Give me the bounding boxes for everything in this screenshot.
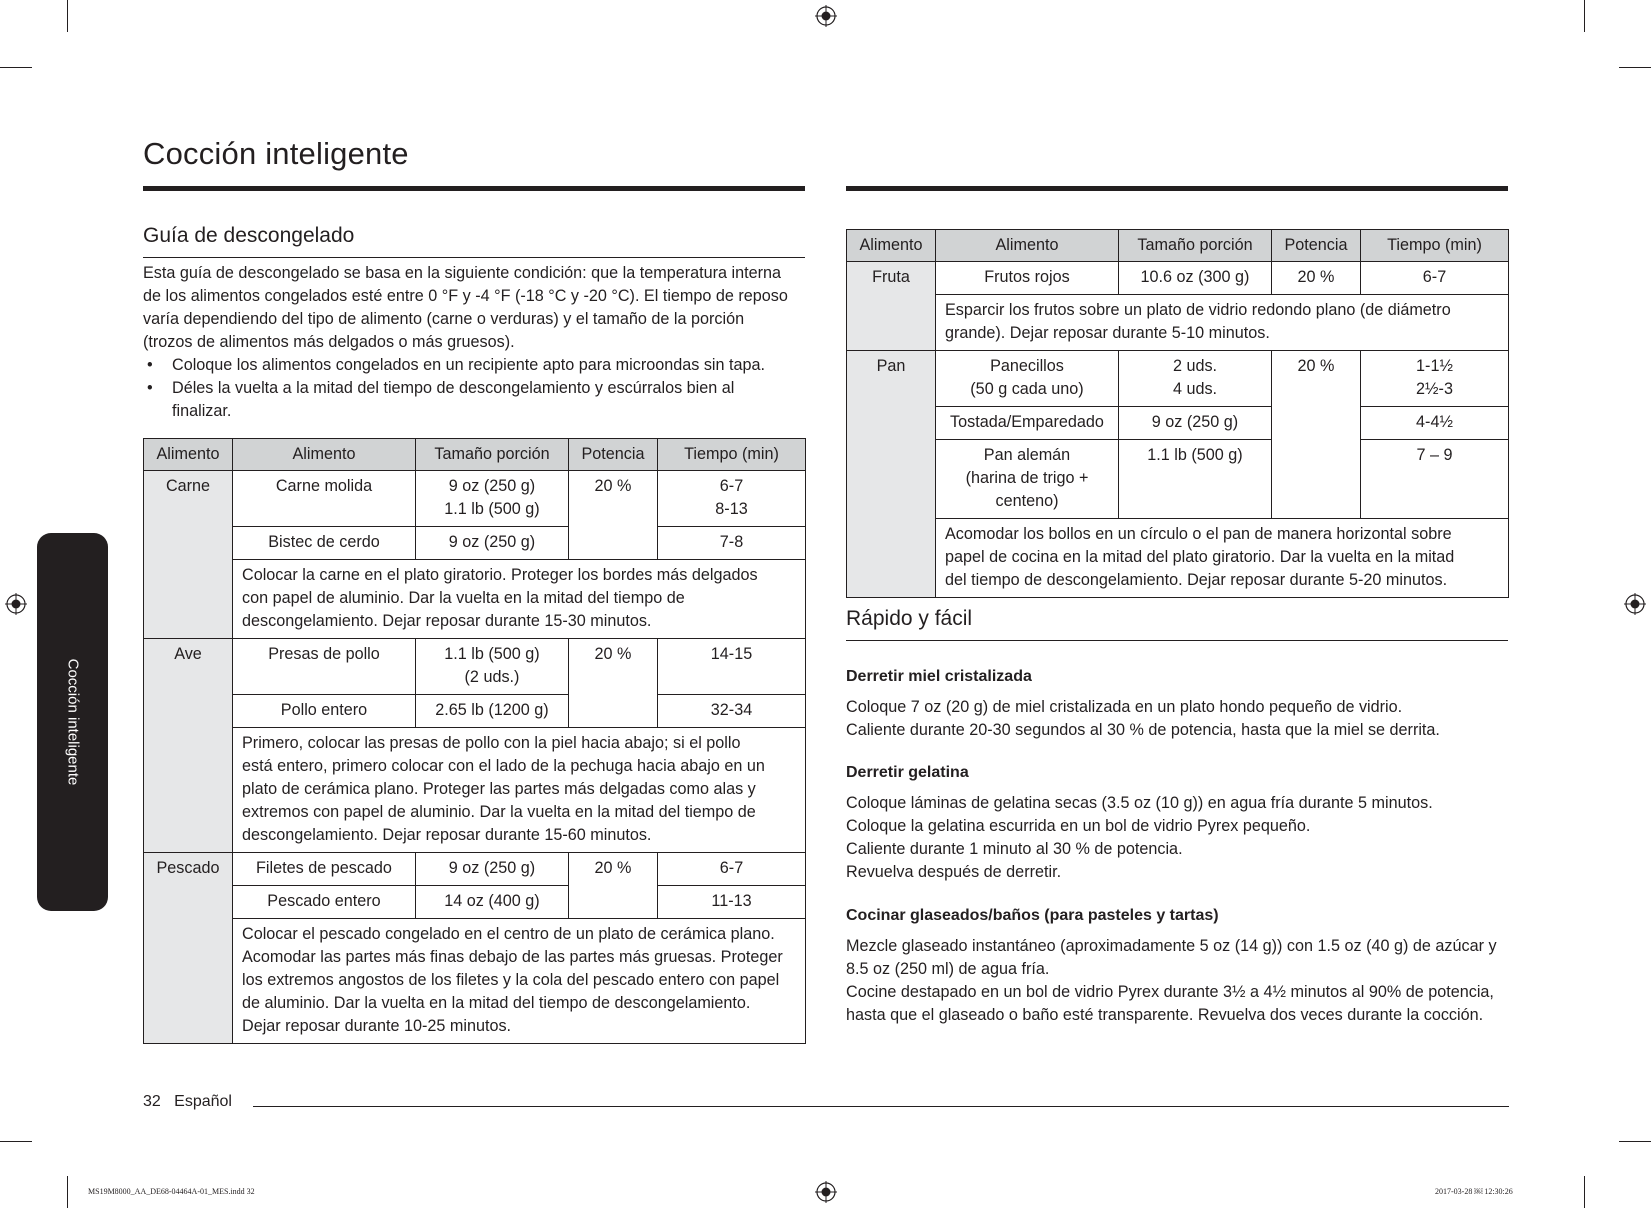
table-row xyxy=(144,639,806,695)
table-row xyxy=(144,695,806,728)
registration-mark-icon xyxy=(5,593,27,615)
quick-line: hasta que el glaseado o baño esté transparente. Revuelva dos veces durante la cocción. xyxy=(846,1006,1484,1024)
column-header: Potencia xyxy=(1272,230,1361,262)
crop-mark xyxy=(1619,1141,1651,1142)
quick-line: Revuelva después de derretir. xyxy=(846,863,1062,881)
column-header: Alimento xyxy=(936,230,1119,262)
food-cell: Pollo entero xyxy=(233,695,416,728)
note-cell: Colocar el pescado congelado en el centro de un plato de cerámica plano. Acomodar las partes más finas debajo de las partes más gruesas. Proteger los extremos angostos de los filetes y la cola del pescado entero con papel de aluminio. Dar la vuelta en la mitad del tiempo de descongelamiento. Dejar reposar durante 10-25 minutos. xyxy=(233,919,806,1044)
quick-item-body xyxy=(846,935,1508,1027)
table-row xyxy=(144,527,806,560)
column-header: Tamaño porción xyxy=(1119,230,1272,262)
size-cell: 1.1 lb (500 g) xyxy=(1119,440,1272,519)
quick-heading: Rápido y fácil xyxy=(846,607,973,630)
header-rule xyxy=(143,186,805,191)
registration-mark-icon xyxy=(1624,593,1646,615)
defrost-bullets xyxy=(143,354,805,423)
food-cell: Tostada/Emparedado xyxy=(936,407,1119,440)
column-header: Tiempo (min) xyxy=(1361,230,1509,262)
time-cell: 6-7 xyxy=(1361,262,1509,295)
crop-mark xyxy=(0,1141,32,1142)
chapter-tab xyxy=(37,533,108,911)
page-number: 32 xyxy=(143,1093,161,1110)
quick-line: Coloque 7 oz (20 g) de miel cristalizada en un plato hondo pequeño de vidrio. xyxy=(846,698,1403,716)
column-header: Alimento xyxy=(144,439,233,471)
defrost-table-continued xyxy=(846,229,1509,598)
category-cell: Pan xyxy=(847,351,936,598)
table-row xyxy=(144,471,806,527)
crop-mark xyxy=(67,1176,68,1208)
note-cell: Colocar la carne en el plato giratorio. Proteger los bordes más delgados con papel de aluminio. Dar la vuelta en la mitad del tiempo de descongelamiento. Dejar reposar durante 15-30 minutos. xyxy=(233,560,806,639)
size-cell: 9 oz (250 g) xyxy=(416,527,569,560)
note-cell: Acomodar los bollos en un círculo o el pan de manera horizontal sobre papel de cocina en la mitad del plato giratorio. Dar la vuelta en la mitad del tiempo de descongelamiento. Dejar reposar durante 5-20 minutos. xyxy=(936,519,1509,598)
crop-mark xyxy=(1619,67,1651,68)
time-cell: 6-7 8-13 xyxy=(658,471,806,527)
column-header: Alimento xyxy=(847,230,936,262)
food-cell: Pescado entero xyxy=(233,886,416,919)
table-row xyxy=(144,886,806,919)
page-title: Cocción inteligente xyxy=(143,136,409,171)
table-row xyxy=(144,728,806,853)
column-header: Alimento xyxy=(233,439,416,471)
time-cell: 7-8 xyxy=(658,527,806,560)
crop-mark xyxy=(1584,1176,1585,1208)
defrost-table xyxy=(143,438,806,1044)
table-row xyxy=(847,295,1509,351)
quick-line: Mezcle glaseado instantáneo (aproximadamente 5 oz (14 g)) con 1.5 oz (40 g) de azúcar y xyxy=(846,937,1497,955)
food-cell: Frutos rojos xyxy=(936,262,1119,295)
table-header-row xyxy=(847,230,1509,262)
note-cell: Primero, colocar las presas de pollo con la piel hacia abajo; si el pollo está entero, primero colocar con el lado de la pechuga hacia abajo en un plato de cerámica plano. Proteger las partes más delgadas como alas y extremos con papel de aluminio. Dar la vuelta en la mitad del tiempo de descongelamiento. Dejar reposar durante 15-60 minutos. xyxy=(233,728,806,853)
quick-line: Caliente durante 20-30 segundos al 30 % de potencia, hasta que la miel se derrita. xyxy=(846,721,1440,739)
category-cell: Ave xyxy=(144,639,233,853)
time-cell: 4-4½ xyxy=(1361,407,1509,440)
footer-rule xyxy=(253,1106,1509,1107)
time-cell: 6-7 xyxy=(658,853,806,886)
category-cell: Carne xyxy=(144,471,233,639)
table-header-row xyxy=(144,439,806,471)
size-cell: 10.6 oz (300 g) xyxy=(1119,262,1272,295)
crop-mark xyxy=(67,0,68,32)
quick-item-title: Derretir miel cristalizada xyxy=(846,668,1032,685)
bullet-item: • Coloque los alimentos congelados en un recipiente apto para microondas sin tapa. xyxy=(143,354,805,377)
table-row xyxy=(847,262,1509,295)
crop-mark xyxy=(1584,0,1585,32)
quick-line: Cocine destapado en un bol de vidrio Pyrex durante 3½ a 4½ minutos al 90% de potencia, xyxy=(846,983,1494,1001)
page-language: Español xyxy=(174,1093,232,1110)
quick-item-body xyxy=(846,696,1508,742)
food-cell: Presas de pollo xyxy=(233,639,416,695)
quick-line: 8.5 oz (250 ml) de agua fría. xyxy=(846,960,1050,978)
defrost-intro xyxy=(143,262,805,423)
time-cell: 11-13 xyxy=(658,886,806,919)
column-header: Potencia xyxy=(569,439,658,471)
category-cell: Fruta xyxy=(847,262,936,351)
power-cell: 20 % xyxy=(1272,351,1361,519)
food-cell: Pan alemán (harina de trigo + centeno) xyxy=(936,440,1119,519)
size-cell: 9 oz (250 g) 1.1 lb (500 g) xyxy=(416,471,569,527)
time-cell: 7 – 9 xyxy=(1361,440,1509,519)
quick-line: Caliente durante 1 minuto al 30 % de potencia. xyxy=(846,840,1183,858)
food-cell: Panecillos (50 g cada uno) xyxy=(936,351,1119,407)
size-cell: 9 oz (250 g) xyxy=(416,853,569,886)
size-cell: 14 oz (400 g) xyxy=(416,886,569,919)
food-cell: Bistec de cerdo xyxy=(233,527,416,560)
quick-line: Coloque la gelatina escurrida en un bol de vidrio Pyrex pequeño. xyxy=(846,817,1311,835)
chapter-tab-label: Cocción inteligente xyxy=(64,658,81,786)
registration-mark-icon xyxy=(815,1181,837,1203)
table-row xyxy=(144,919,806,1044)
table-row xyxy=(847,519,1509,598)
table-row xyxy=(144,560,806,639)
intro-line: varía dependiendo del tipo de alimento (carne o verduras) y el tamaño de la porción xyxy=(143,310,745,328)
size-cell: 2 uds. 4 uds. xyxy=(1119,351,1272,407)
table-row xyxy=(847,407,1509,440)
intro-line: de los alimentos congelados esté entre 0 °F y -4 °F (-18 °C y -20 °C). El tiempo de reposo xyxy=(143,287,788,305)
registration-mark-icon xyxy=(815,5,837,27)
size-cell: 9 oz (250 g) xyxy=(1119,407,1272,440)
heading-rule xyxy=(143,257,805,258)
crop-mark xyxy=(0,67,32,68)
power-cell: 20 % xyxy=(569,853,658,919)
food-cell: Filetes de pescado xyxy=(233,853,416,886)
intro-line: Esta guía de descongelado se basa en la siguiente condición: que la temperatura interna xyxy=(143,264,782,282)
heading-rule xyxy=(846,640,1508,641)
intro-line: (trozos de alimentos más delgados o más gruesos). xyxy=(143,333,515,351)
column-header: Tiempo (min) xyxy=(658,439,806,471)
defrost-heading: Guía de descongelado xyxy=(143,224,355,247)
category-cell: Pescado xyxy=(144,853,233,1044)
print-slug-file: MS19M8000_AA_DE68-04464A-01_MES.indd 32 xyxy=(88,1187,255,1196)
table-row xyxy=(847,351,1509,407)
quick-item-title: Derretir gelatina xyxy=(846,764,969,781)
header-rule xyxy=(846,186,1508,191)
size-cell: 1.1 lb (500 g) (2 uds.) xyxy=(416,639,569,695)
food-cell: Carne molida xyxy=(233,471,416,527)
note-cell: Esparcir los frutos sobre un plato de vidrio redondo plano (de diámetro grande). Dejar reposar durante 5-10 minutos. xyxy=(936,295,1509,351)
time-cell: 32-34 xyxy=(658,695,806,728)
bullet-item: • Déles la vuelta a la mitad del tiempo de descongelamiento y escúrralos bien al finalizar. xyxy=(143,377,743,423)
size-cell: 2.65 lb (1200 g) xyxy=(416,695,569,728)
quick-line: Coloque láminas de gelatina secas (3.5 oz (10 g)) en agua fría durante 5 minutos. xyxy=(846,794,1433,812)
table-row xyxy=(847,440,1509,519)
page-footer xyxy=(143,1093,232,1111)
time-cell: 1-1½ 2½-3 xyxy=(1361,351,1509,407)
quick-item-body xyxy=(846,792,1508,884)
table-row xyxy=(144,853,806,886)
power-cell: 20 % xyxy=(1272,262,1361,295)
power-cell: 20 % xyxy=(569,471,658,560)
quick-item-title: Cocinar glaseados/baños (para pasteles y tartas) xyxy=(846,907,1219,924)
time-cell: 14-15 xyxy=(658,639,806,695)
column-header: Tamaño porción xyxy=(416,439,569,471)
power-cell: 20 % xyxy=(569,639,658,728)
print-slug-timestamp: 2017-03-28 ￼ 12:30:26 xyxy=(1435,1187,1513,1196)
